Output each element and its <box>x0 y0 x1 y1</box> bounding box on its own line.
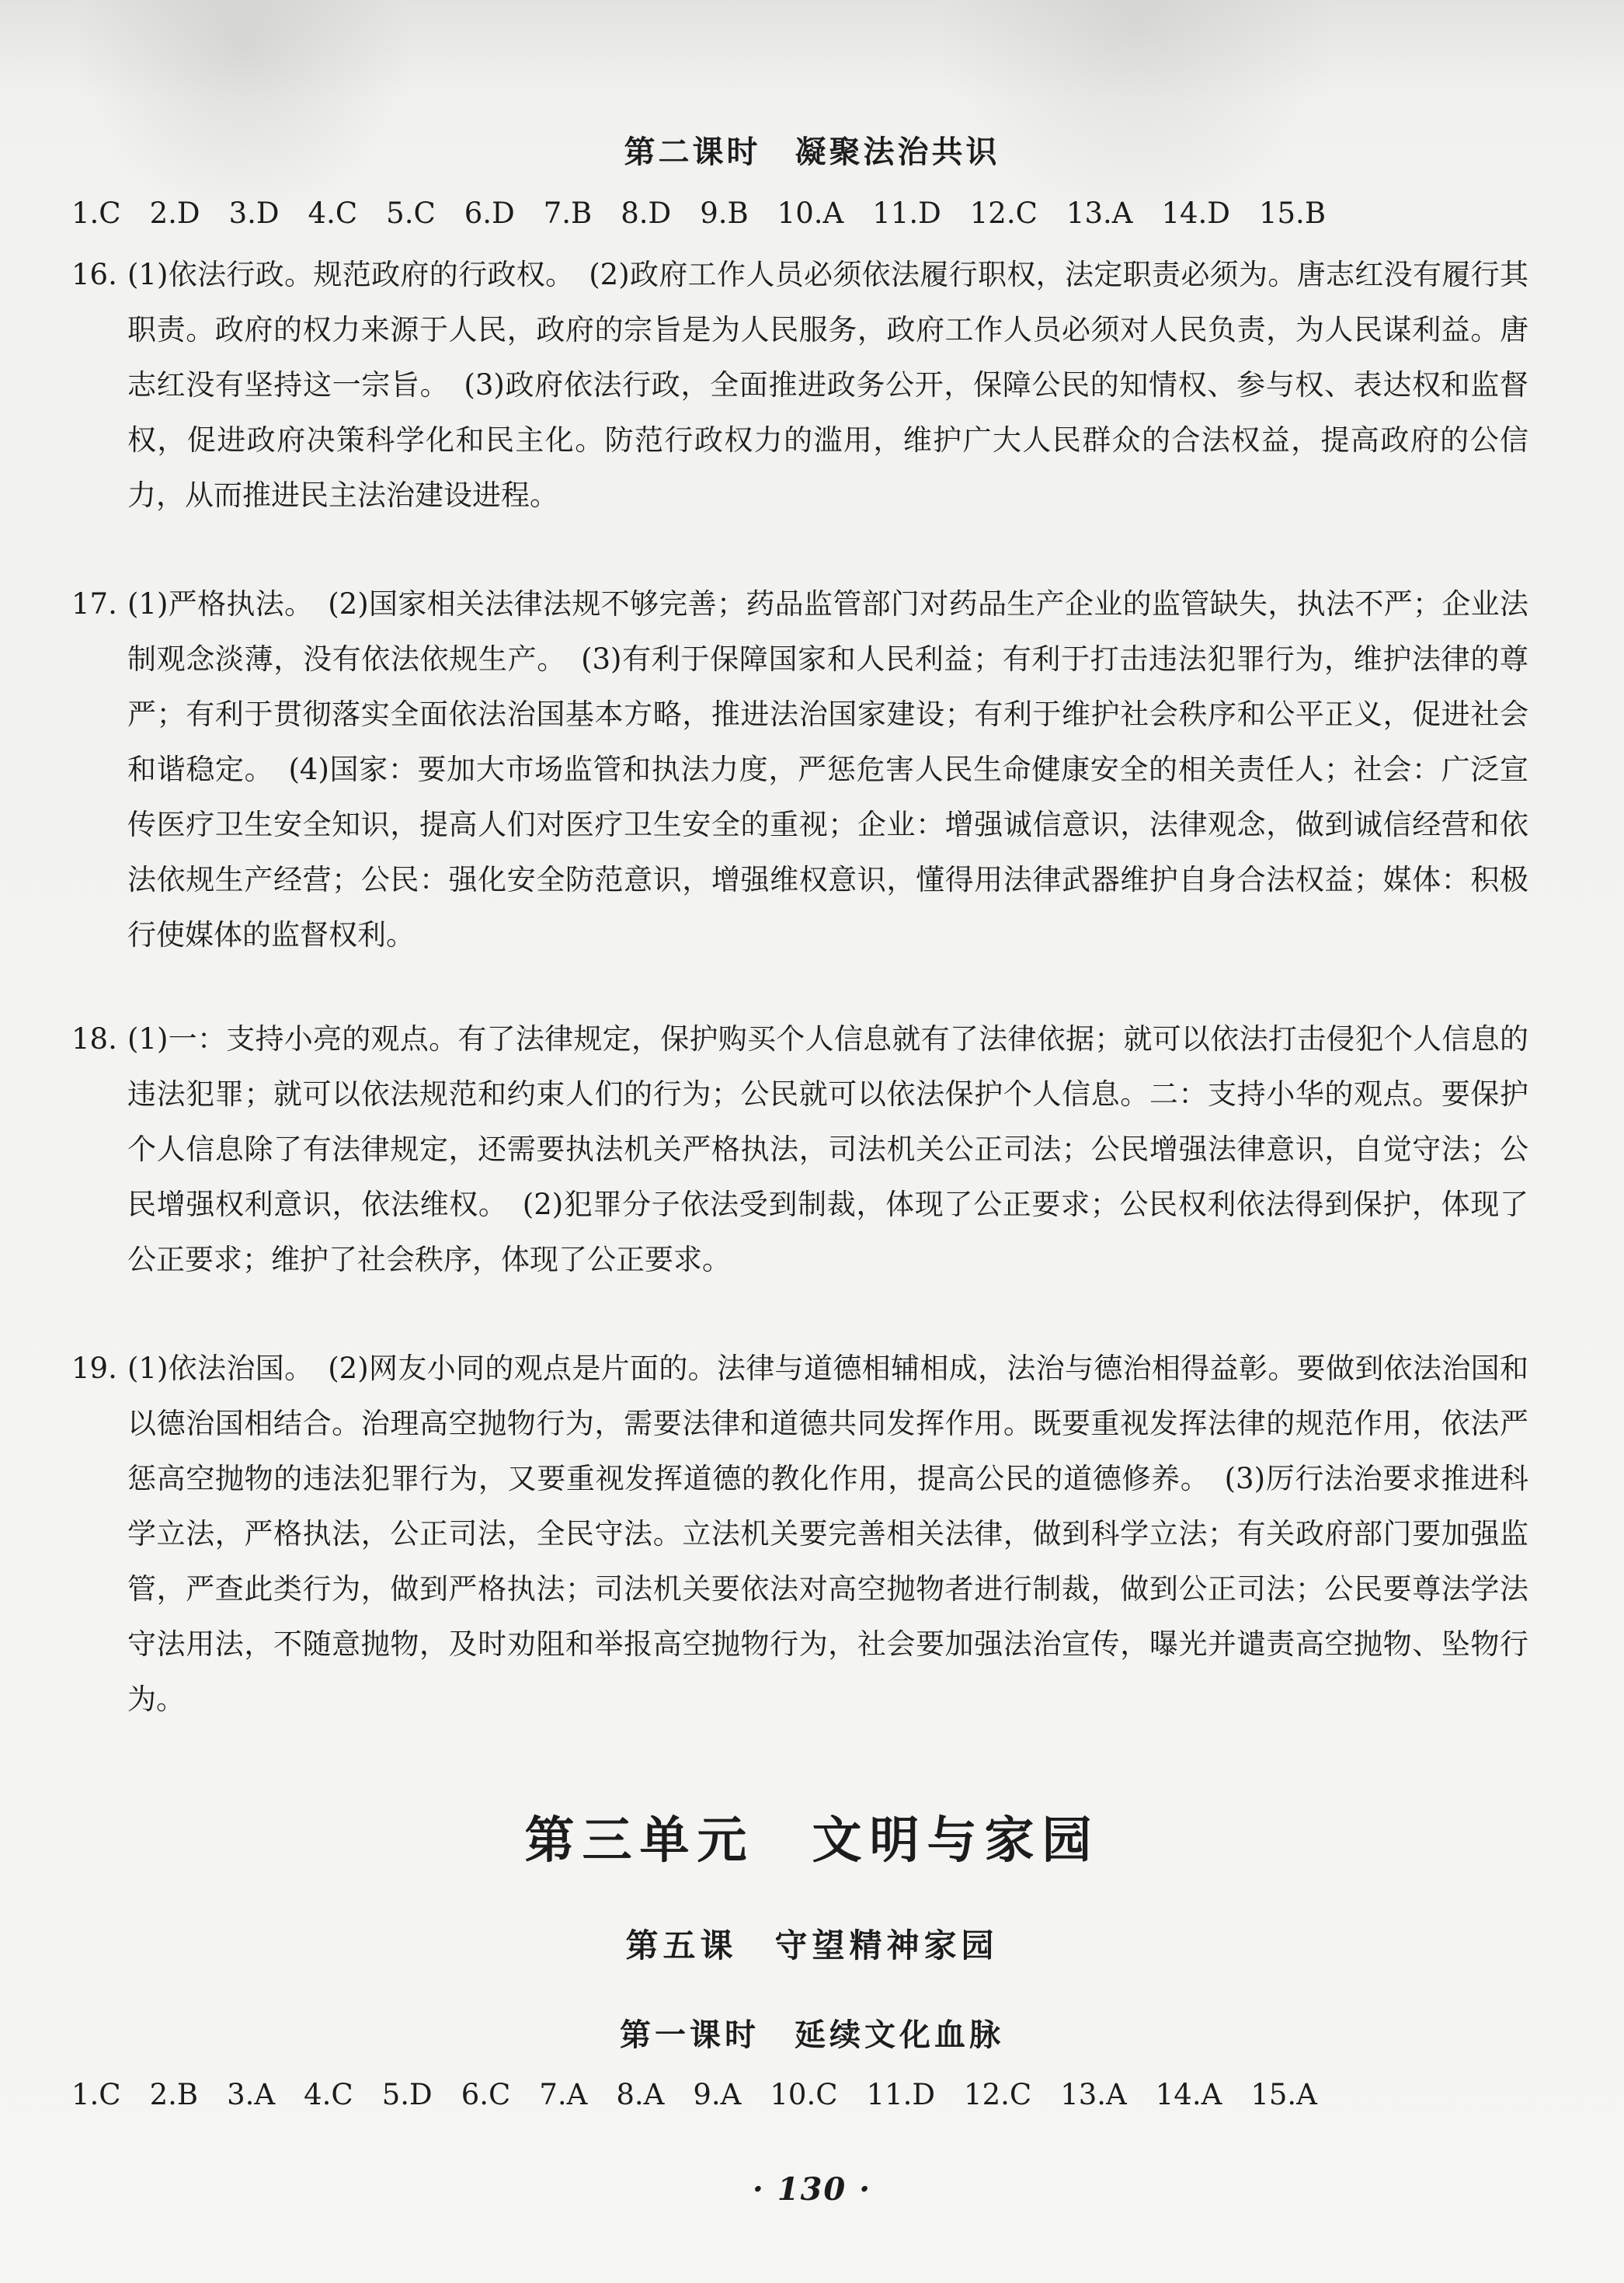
question-number: 17. <box>71 587 117 621</box>
page-number: · 130 · <box>752 2171 872 2208</box>
lesson-title: 第二课时 凝聚法治共识 <box>624 134 1000 170</box>
multiple-choice-answers-lesson-2: 1.C 2.D 3.D 4.C 5.C 6.D 7.B 8.D 9.B 10.A 11.D 12.C 13.A 14.D 15.B <box>71 197 1327 230</box>
course-title: 第五课 守望精神家园 <box>625 1926 999 1965</box>
question-number: 16. <box>71 258 117 291</box>
question-text: (1)依法行政。规范政府的行政权。 (2)政府工作人员必须依法履行职权，法定职责必须为。唐志红没有履行其职责。政府的权力来源于人民，政府的宗旨是为人民服务，政府工作人员必须对人民负责，为人民谋利益。唐志红没有坚持这一宗旨。 (3)政府依法行政，全面推进政务公开，保障公民的知情权、参与权、表达权和监督权，促进政府决策科学化和民主化。防范行政权力的滥用，维护广大人民群众的合法权益，提高政府的公信力，从而推进民主法治建设进程。 <box>127 258 1528 512</box>
question-18-answer <box>71 1011 1528 1287</box>
question-16-answer <box>71 247 1528 523</box>
sub-lesson-title: 第一课时 延续文化血脉 <box>620 2017 1004 2053</box>
question-text: (1)依法治国。 (2)网友小同的观点是片面的。法律与道德相辅相成，法治与德治相得益彰。要做到依法治国和以德治国相结合。治理高空抛物行为，需要法律和道德共同发挥作用。既要重视发挥法律的规范作用，依法严惩高空抛物的违法犯罪行为，又要重视发挥道德的教化作用，提高公民的道德修养。 (3)厉行法治要求推进科学立法，严格执法，公正司法，全民守法。立法机关要完善相关法律，做到科学立法；有关政府部门要加强监管，严查此类行为，做到严格执法；司法机关要依法对高空抛物者进行制裁，做到公正司法；公民要尊法学法守法用法，不随意抛物，及时劝阻和举报高空抛物行为，社会要加强法治宣传，曝光并谴责高空抛物、坠物行为。 <box>127 1352 1528 1716</box>
question-text: (1)一：支持小亮的观点。有了法律规定，保护购买个人信息就有了法律依据；就可以依法打击侵犯个人信息的违法犯罪；就可以依法规范和约束人们的行为；公民就可以依法保护个人信息。二：支持小华的观点。要保护个人信息除了有法律规定，还需要执法机关严格执法，司法机关公正司法；公民增强法律意识，自觉守法；公民增强权利意识，依法维权。 (2)犯罪分子依法受到制裁，体现了公正要求；公民权利依法得到保护，体现了公正要求；维护了社会秩序，体现了公正要求。 <box>127 1022 1528 1276</box>
question-19-answer <box>71 1341 1528 1727</box>
question-17-answer <box>71 576 1528 962</box>
multiple-choice-answers-unit-3: 1.C 2.B 3.A 4.C 5.D 6.C 7.A 8.A 9.A 10.C 11.D 12.C 13.A 14.A 15.A <box>71 2078 1317 2111</box>
unit-title: 第三单元 文明与家园 <box>524 1812 1100 1870</box>
question-number: 19. <box>71 1352 117 1385</box>
question-number: 18. <box>71 1022 117 1056</box>
question-text: (1)严格执法。 (2)国家相关法律法规不够完善；药品监管部门对药品生产企业的监管缺失，执法不严；企业法制观念淡薄，没有依法依规生产。 (3)有利于保障国家和人民利益；有利于打击违法犯罪行为，维护法律的尊严；有利于贯彻落实全面依法治国基本方略，推进法治国家建设；有利于维护社会秩序和公平正义，促进社会和谐稳定。 (4)国家：要加大市场监管和执法力度，严惩危害人民生命健康安全的相关责任人；社会：广泛宣传医疗卫生安全知识，提高人们对医疗卫生安全的重视；企业：增强诚信意识，法律观念，做到诚信经营和依法依规生产经营；公民：强化安全防范意识，增强维权意识，懂得用法律武器维护自身合法权益；媒体：积极行使媒体的监督权利。 <box>127 587 1528 952</box>
scan-shadow <box>0 0 1624 101</box>
